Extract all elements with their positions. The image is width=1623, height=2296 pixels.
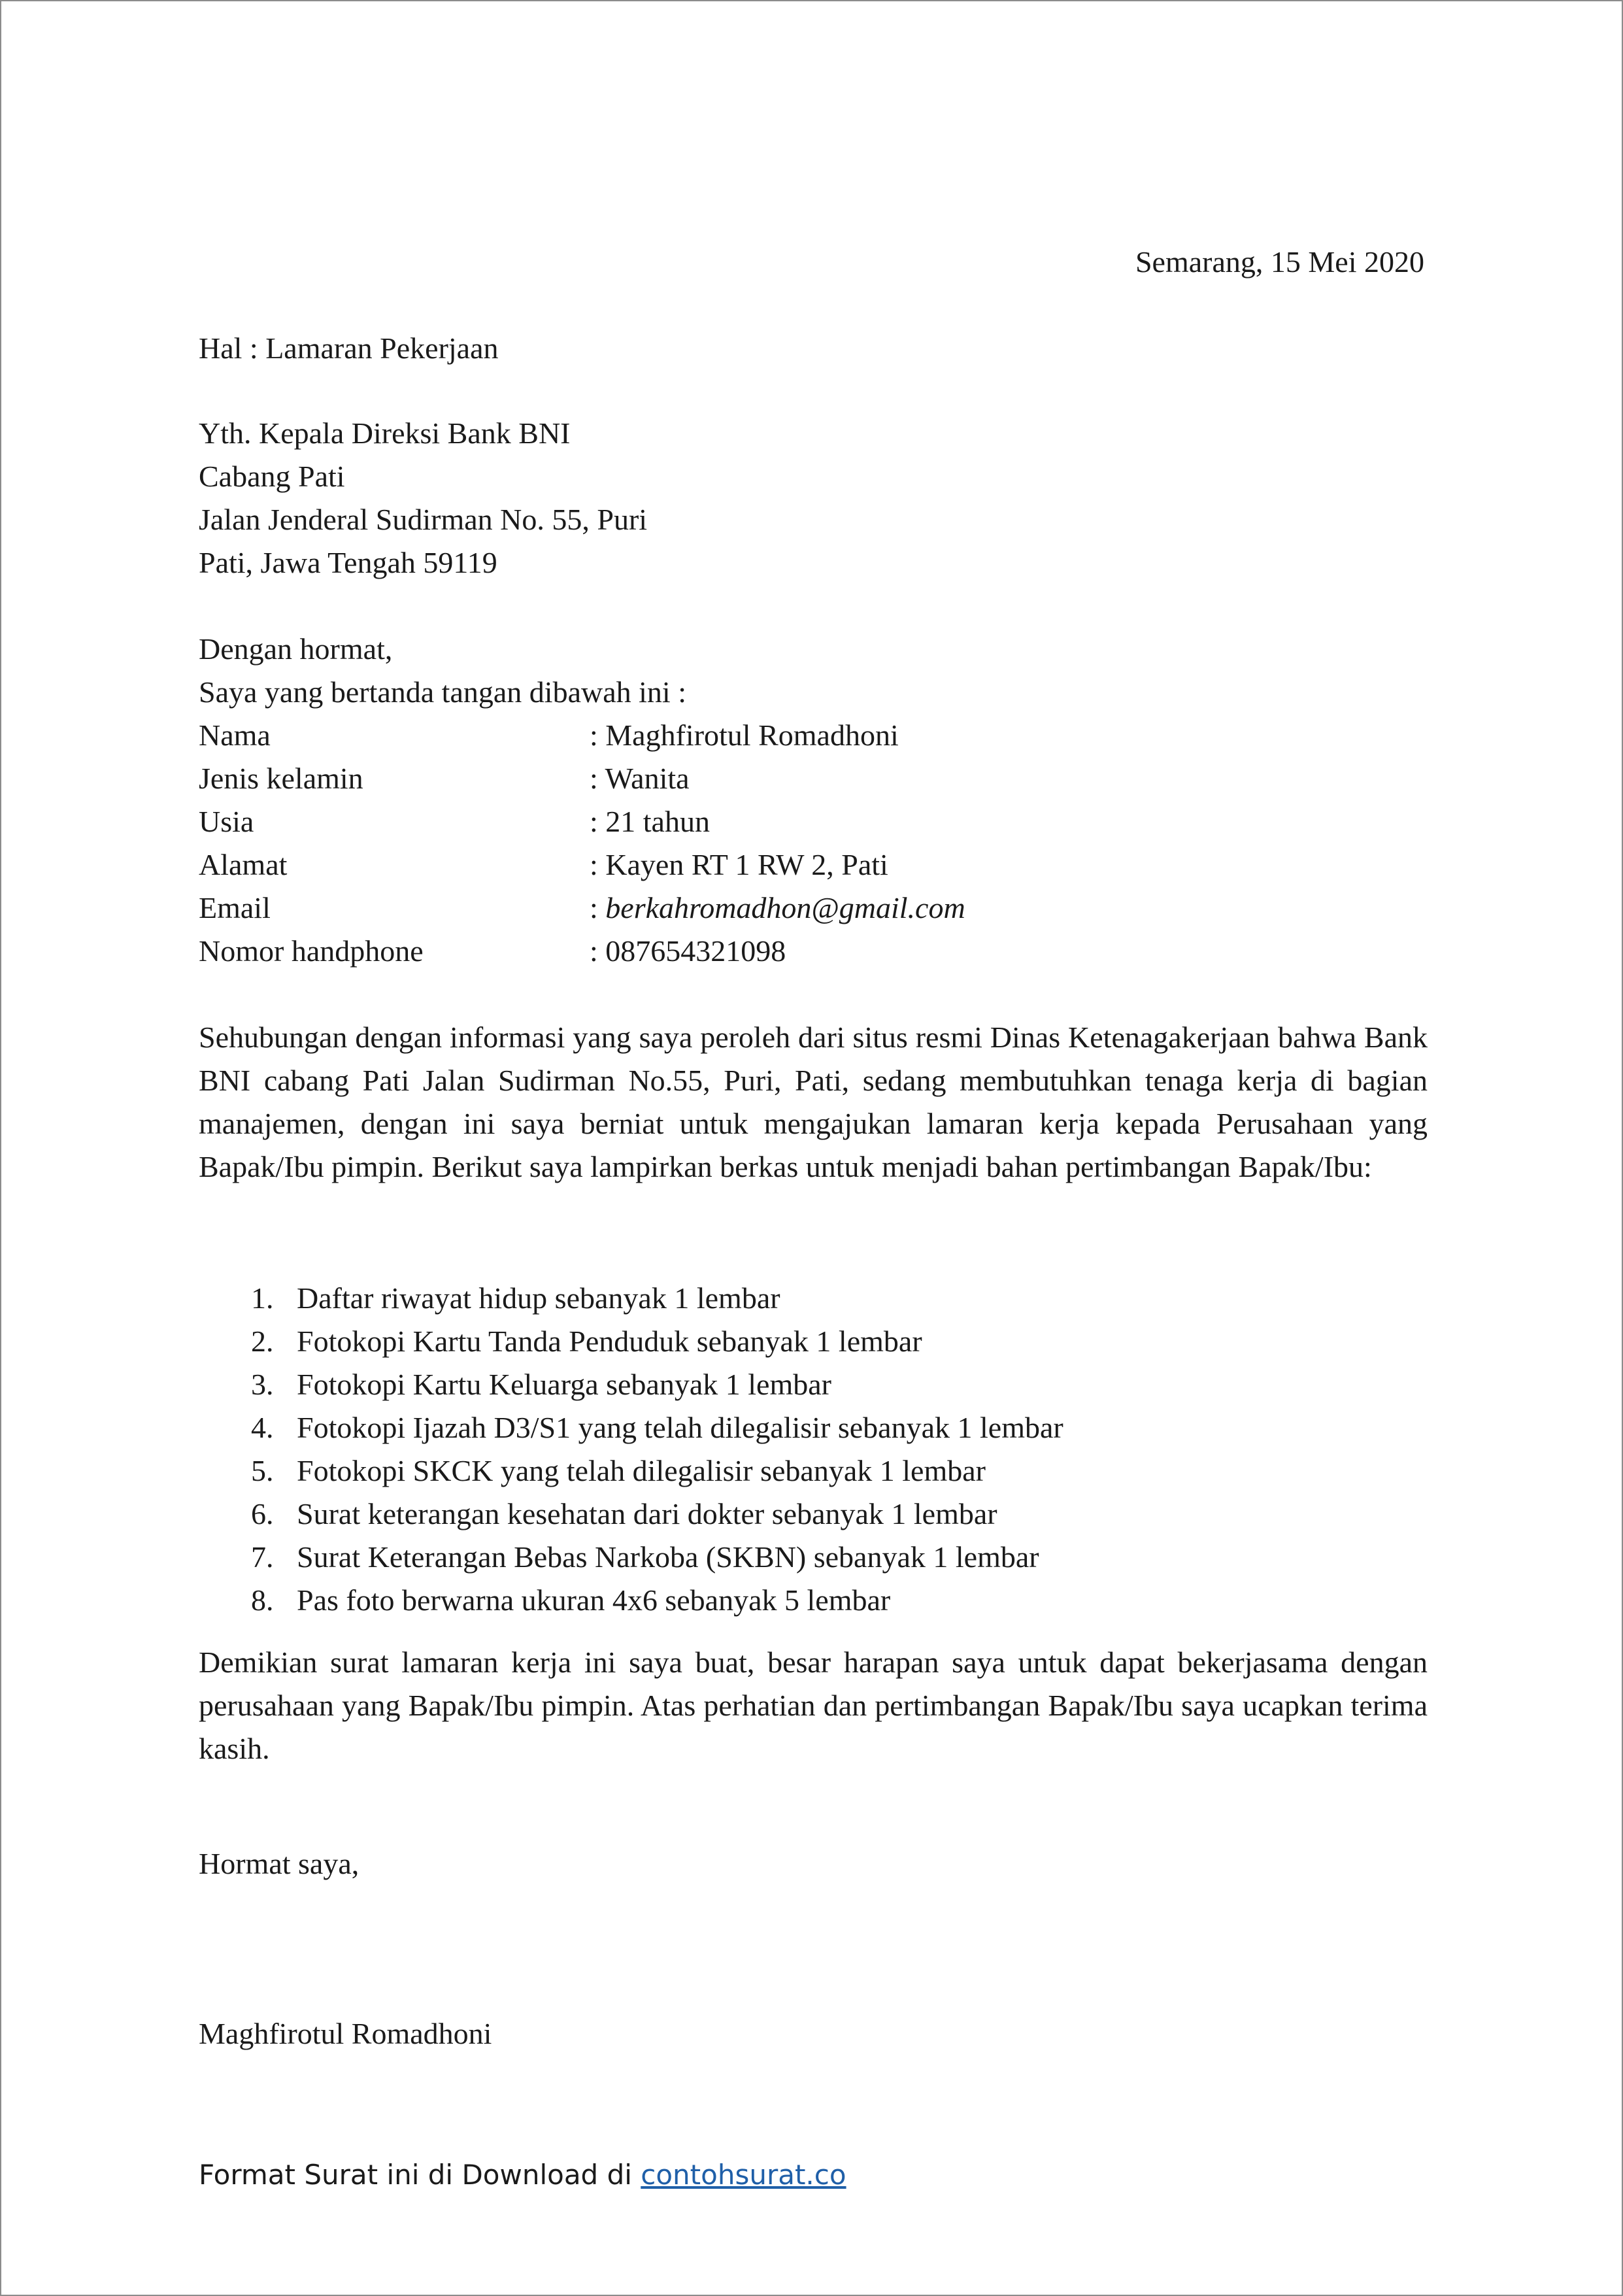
info-row [199, 843, 965, 886]
info-label: Nama [199, 718, 271, 752]
recipient-line: Jalan Jenderal Sudirman No. 55, Puri [199, 503, 648, 536]
info-row [199, 886, 965, 930]
list-number: 8. [251, 1583, 274, 1617]
applicant-info-table [199, 714, 965, 973]
list-number: 1. [251, 1281, 274, 1315]
list-text: Surat keterangan kesehatan dari dokter sebanyak 1 lembar [297, 1497, 997, 1530]
footer-note [199, 2159, 846, 2191]
recipient-line: Cabang Pati [199, 460, 345, 493]
signer-name: Maghfirotul Romadhoni [199, 2017, 492, 2050]
list-number: 7. [251, 1540, 274, 1574]
info-value [590, 886, 965, 930]
list-item [199, 1536, 1063, 1579]
info-label: Email [199, 891, 271, 924]
greeting: Dengan hormat, [199, 632, 393, 666]
list-item [199, 1363, 1063, 1406]
value-prefix: : [590, 891, 606, 924]
info-value: : Wanita [590, 762, 690, 795]
list-text: Fotokopi Ijazah D3/S1 yang telah dilegalisir sebanyak 1 lembar [297, 1411, 1063, 1444]
list-text: Fotokopi Kartu Tanda Penduduk sebanyak 1 lembar [297, 1325, 922, 1358]
list-number: 6. [251, 1497, 274, 1530]
place-date: Semarang, 15 Mei 2020 [1135, 245, 1424, 279]
closing-paragraph: Demikian surat lamaran kerja ini saya buat, besar harapan saya untuk dapat bekerjasama dengan perusahaan yang Bapak/Ibu pimpin. Atas perhatian dan pertimbangan Bapak/Ibu saya ucapkan terima kasih. [199, 1646, 1428, 1765]
info-value: : Maghfirotul Romadhoni [590, 718, 899, 752]
info-label: Nomor handphone [199, 934, 424, 968]
info-label: Usia [199, 805, 254, 838]
attachments-list [199, 1277, 1063, 1622]
opening [199, 628, 686, 714]
email-value: berkahromadhon@gmail.com [605, 891, 965, 924]
footer-link[interactable]: contohsurat.co [641, 2159, 846, 2191]
recipient-address [199, 412, 647, 584]
recipient-line: Pati, Jawa Tengah 59119 [199, 546, 497, 579]
intro-line: Saya yang bertanda tangan dibawah ini : [199, 675, 686, 709]
list-item [199, 1277, 1063, 1320]
list-item [199, 1579, 1063, 1622]
letter-subject: Hal : Lamaran Pekerjaan [199, 331, 499, 365]
info-label: Alamat [199, 848, 288, 881]
valediction: Hormat saya, [199, 1847, 360, 1880]
list-text: Daftar riwayat hidup sebanyak 1 lembar [297, 1281, 780, 1315]
footer-text: Format Surat ini di Download di [199, 2159, 641, 2191]
list-item [199, 1320, 1063, 1363]
list-text: Fotokopi SKCK yang telah dilegalisir sebanyak 1 lembar [297, 1454, 986, 1487]
info-row [199, 800, 965, 843]
list-text: Fotokopi Kartu Keluarga sebanyak 1 lembar [297, 1368, 831, 1401]
recipient-line: Yth. Kepala Direksi Bank BNI [199, 416, 571, 450]
list-item [199, 1406, 1063, 1449]
list-number: 2. [251, 1325, 274, 1358]
info-label: Jenis kelamin [199, 762, 363, 795]
list-item [199, 1449, 1063, 1493]
list-item [199, 1493, 1063, 1536]
list-number: 3. [251, 1368, 274, 1401]
info-row [199, 930, 965, 973]
list-text: Pas foto berwarna ukuran 4x6 sebanyak 5 lembar [297, 1583, 891, 1617]
list-text: Surat Keterangan Bebas Narkoba (SKBN) sebanyak 1 lembar [297, 1540, 1039, 1574]
info-row [199, 714, 965, 757]
list-number: 4. [251, 1411, 274, 1444]
info-value: : Kayen RT 1 RW 2, Pati [590, 848, 888, 881]
body-paragraph: Sehubungan dengan informasi yang saya peroleh dari situs resmi Dinas Ketenagakerjaan bahwa Bank BNI cabang Pati Jalan Sudirman No.55, Puri, Pati, sedang membutuhkan tenaga kerja di bagian manajemen, dengan ini saya berniat untuk mengajukan lamaran kerja kepada Perusahaan yang Bapak/Ibu pimpin. Berikut saya lampirkan berkas untuk menjadi bahan pertimbangan Bapak/Ibu: [199, 1021, 1428, 1183]
list-number: 5. [251, 1454, 274, 1487]
info-value: : 087654321098 [590, 934, 786, 968]
info-value: : 21 tahun [590, 805, 710, 838]
info-row [199, 757, 965, 800]
